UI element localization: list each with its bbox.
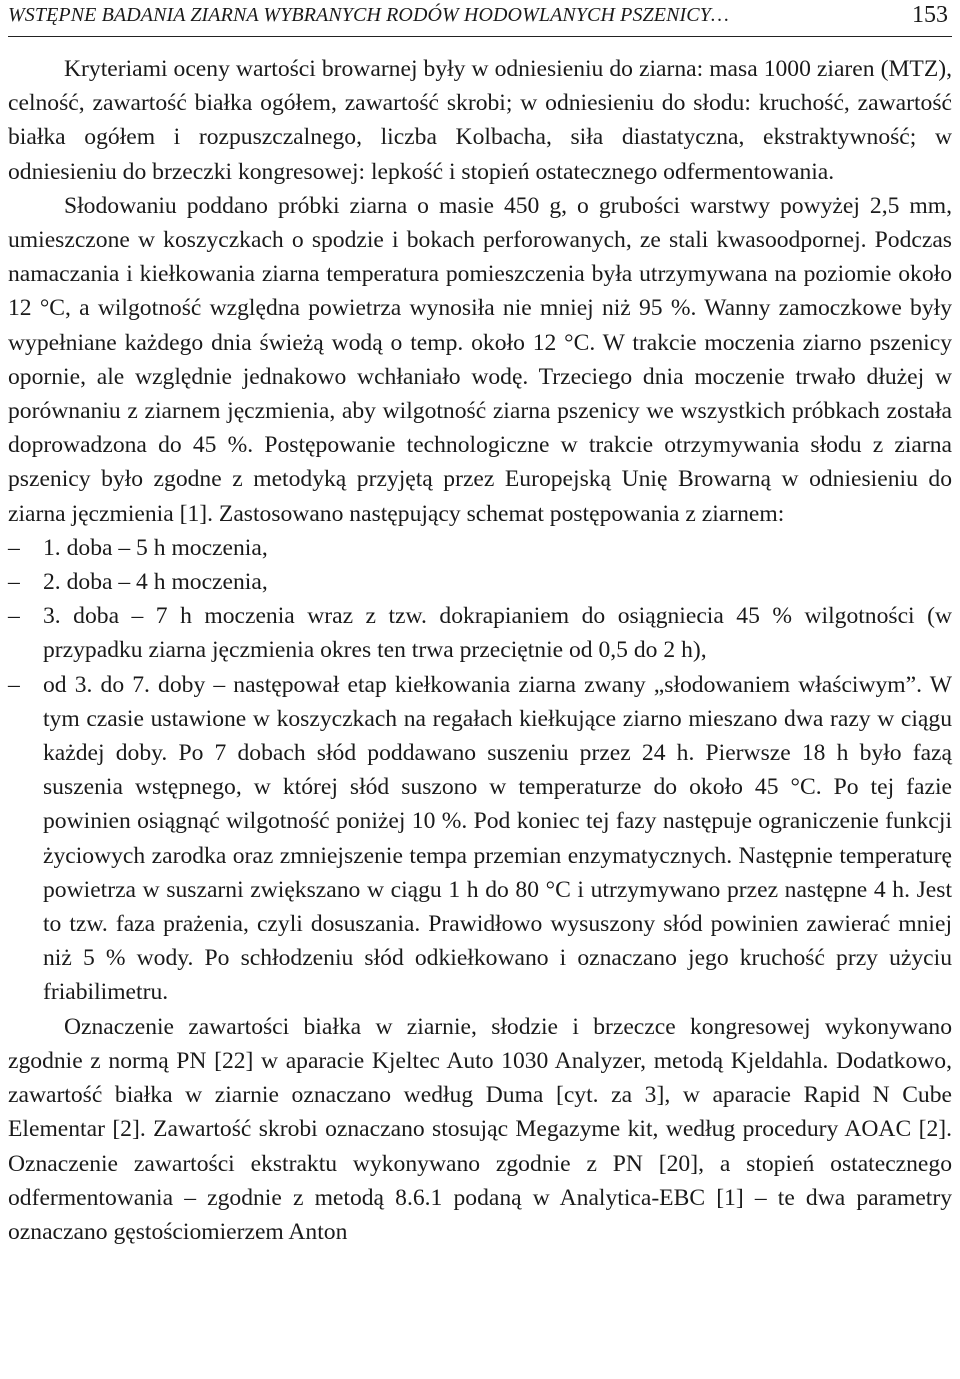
list-item-text: 1. doba – 5 h moczenia,: [43, 534, 268, 561]
list-item: [8, 599, 952, 667]
list-item: [8, 668, 952, 1010]
running-head: WSTĘPNE BADANIA ZIARNA WYBRANYCH RODÓW HODOWLANYCH PSZENICY…: [8, 4, 729, 26]
paragraph-criteria: Kryteriami oceny wartości browarnej były w odniesieniu do ziarna: masa 1000 ziaren (MTZ), celność, zawartość białka ogółem, zawartość skrobi; w odniesieniu do słodu: kruchość, zawartość białka ogółem i rozpuszczalnego, liczba Kolbacha, siła diastatyczna, ekstraktywność; w odniesieniu do brzeczki kongresowej: lepkość i stopień ostatecznego odfermentowania.: [8, 56, 952, 185]
page-header: [8, 0, 952, 37]
list-item-text: od 3. do 7. doby – następował etap kiełkowania ziarna zwany „słodowaniem właściwym”. W tym czasie ustawione w koszyczkach na regałach kiełkujące ziarno mieszano dwa razy w ciągu każdej doby. Po 7 dobach słód poddawano suszeniu przez 24 h. Pierwsze 18 h było fazą suszenia wstępnego, w której słód suszono w temperaturze do około 45 °C. Po tej fazie powinien osiągnąć wilgotność poniżej 10 %. Pod koniec tej fazy następuje ograniczenie funkcji życiowych zarodka oraz zmniejszenie tempa przemian enzymatycznych. Następnie temperaturę powietrza w suszarni zwiększano w ciągu 1 h do 80 °C i utrzymywano przez następne 4 h. Jest to tzw. faza prażenia, czyli dosuszania. Prawidłowo wysuszony słód powinien zawierać mniej niż 5 % wody. Po schłodzeniu słód odkiełkowano i oznaczano jego kruchość przy użyciu friabilimetru.: [43, 671, 952, 1006]
paragraph-protein-determination: Oznaczenie zawartości białka w ziarnie, słodzie i brzeczce kongresowej wykonywano zgodnie z normą PN [22] w aparacie Kjeltec Auto 1030 Analyzer, metodą Kjeldahla. Dodatkowo, zawartość białka w ziarnie oznaczano według Duma [cyt. za 3], w aparacie Rapid N Cube Elementar [2]. Zawartość skrobi oznaczano stosując Megazyme kit, według procedury AOAC [2]. Oznaczenie zawartości ekstraktu wykonywano zgodnie z PN [20], a stopień ostatecznego odfermentowania – zgodnie z metodą 8.6.1 podaną w Analytica-EBC [1] – te dwa parametry oznaczano gęstościomierzem Anton: [8, 1013, 952, 1245]
page-body: [8, 52, 952, 1249]
dash-marker: –: [8, 603, 20, 630]
list-item: [8, 531, 952, 565]
steeping-schedule-list: [8, 531, 952, 1010]
paragraph-malting: Słodowaniu poddano próbki ziarna o masie 450 g, o grubości warstwy powyżej 2,5 mm, umieszczone w koszyczkach o spodzie i bokach perforowanych, ze stali kwasoodpornej. Podczas namaczania i kiełkowania ziarna temperatura pomieszczenia była utrzymywana na poziomie około 12 °C, a wilgotność względna powietrza wynosiła nie mniej niż 95 %. Wanny zamoczkowe były wypełniane każdego dnia świeżą wodą o temp. około 12 °C. W trakcie moczenia ziarno pszenicy opornie, ale względnie jednakowo wchłaniało wodę. Trzeciego dnia moczenie trwało dłużej w porównaniu z ziarnem jęczmienia, aby wilgotność ziarna pszenicy we wszystkich próbkach została doprowadzona do 45 %. Postępowanie technologiczne w trakcie otrzymywania słodu z ziarna pszenicy było zgodne z metodyką przyjętą przez Europejską Unię Browarną w odniesieniu do ziarna jęczmienia [1]. Zastosowano następujący schemat postępowania z ziarnem:: [8, 192, 952, 527]
list-item: [8, 565, 952, 599]
dash-marker: –: [8, 569, 20, 596]
list-item-text: 2. doba – 4 h moczenia,: [43, 569, 268, 596]
list-item-text: 3. doba – 7 h moczenia wraz z tzw. dokrapianiem do osiągniecia 45 % wilgotności (w przypadku ziarna jęczmienia okres ten trwa przeciętnie od 0,5 do 2 h),: [43, 603, 952, 664]
dash-marker: –: [8, 534, 20, 561]
page-number: 153: [912, 2, 948, 28]
dash-marker: –: [8, 671, 20, 698]
